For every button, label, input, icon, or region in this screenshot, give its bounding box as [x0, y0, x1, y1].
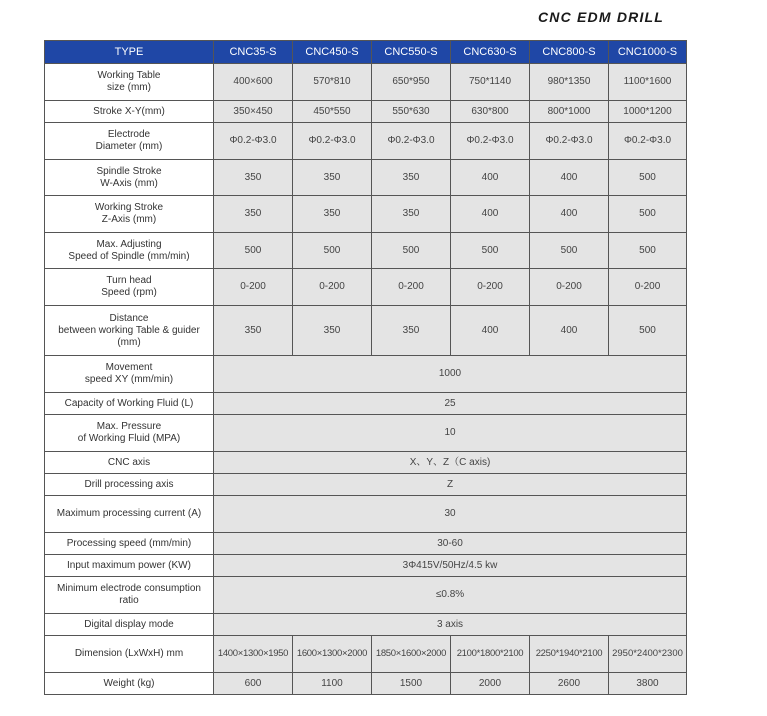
table-row [45, 123, 687, 160]
table-cell: 1850×1600×2000 [372, 636, 451, 673]
table-row [45, 160, 687, 196]
row-label: Max. Adjusting Speed of Spindle (mm/min) [45, 233, 214, 269]
table-cell: 400 [530, 306, 609, 356]
table-row [45, 673, 687, 695]
table-cell: 500 [214, 233, 293, 269]
table-row [45, 577, 687, 614]
table-cell: Φ0.2-Φ3.0 [372, 123, 451, 160]
table-row [45, 393, 687, 415]
table-cell: 350 [372, 196, 451, 233]
row-label: Processing speed (mm/min) [45, 533, 214, 555]
table-cell: 30-60 [214, 533, 687, 555]
table-row [45, 269, 687, 306]
table-cell: 650*950 [372, 64, 451, 101]
table-cell: 450*550 [293, 101, 372, 123]
table-cell: 1600×1300×2000 [293, 636, 372, 673]
table-cell: Φ0.2-Φ3.0 [293, 123, 372, 160]
table-cell: 400 [530, 160, 609, 196]
table-cell: 1400×1300×1950 [214, 636, 293, 673]
table-cell: 0-200 [214, 269, 293, 306]
row-label: Movement speed XY (mm/min) [45, 356, 214, 393]
row-label: Capacity of Working Fluid (L) [45, 393, 214, 415]
table-row [45, 356, 687, 393]
table-cell: 500 [530, 233, 609, 269]
row-label: Digital display mode [45, 614, 214, 636]
row-label: Stroke X-Y(mm) [45, 101, 214, 123]
table-cell: 500 [609, 196, 687, 233]
table-row [45, 306, 687, 356]
row-label: CNC axis [45, 452, 214, 474]
table-cell: Φ0.2-Φ3.0 [214, 123, 293, 160]
model-header: CNC35-S [214, 41, 293, 64]
table-cell: 400 [451, 196, 530, 233]
table-cell: 400×600 [214, 64, 293, 101]
table-cell: 500 [609, 306, 687, 356]
table-cell: 1100*1600 [609, 64, 687, 101]
table-cell: 0-200 [293, 269, 372, 306]
table-cell: Φ0.2-Φ3.0 [530, 123, 609, 160]
table-row [45, 636, 687, 673]
row-label: Dimension (LxWxH) mm [45, 636, 214, 673]
table-cell: 2100*1800*2100 [451, 636, 530, 673]
table-cell: 2000 [451, 673, 530, 695]
table-cell: 570*810 [293, 64, 372, 101]
table-cell: 350 [214, 196, 293, 233]
row-label: Turn head Speed (rpm) [45, 269, 214, 306]
table-cell: 30 [214, 496, 687, 533]
table-cell: 750*1140 [451, 64, 530, 101]
row-label: Minimum electrode consumption ratio [45, 577, 214, 614]
type-header: TYPE [45, 41, 214, 64]
header-row [45, 41, 687, 64]
table-row [45, 101, 687, 123]
table-cell: 550*630 [372, 101, 451, 123]
table-row [45, 233, 687, 269]
table-cell: 350 [293, 196, 372, 233]
table-cell: 2600 [530, 673, 609, 695]
table-row [45, 614, 687, 636]
table-cell: 1100 [293, 673, 372, 695]
row-label: Spindle Stroke W-Axis (mm) [45, 160, 214, 196]
table-row [45, 555, 687, 577]
table-cell: 350 [293, 160, 372, 196]
table-cell: 0-200 [530, 269, 609, 306]
table-cell: Z [214, 474, 687, 496]
table-cell: 0-200 [451, 269, 530, 306]
table-row [45, 452, 687, 474]
model-header: CNC800-S [530, 41, 609, 64]
table-row [45, 415, 687, 452]
table-cell: 350×450 [214, 101, 293, 123]
table-cell: 3800 [609, 673, 687, 695]
spec-table [44, 40, 687, 695]
row-label: Working Table size (mm) [45, 64, 214, 101]
table-cell: 500 [451, 233, 530, 269]
table-cell: 1500 [372, 673, 451, 695]
row-label: Working Stroke Z-Axis (mm) [45, 196, 214, 233]
table-cell: 980*1350 [530, 64, 609, 101]
table-cell: 350 [214, 306, 293, 356]
table-cell: 400 [530, 196, 609, 233]
row-label: Maximum processing current (A) [45, 496, 214, 533]
table-cell: 600 [214, 673, 293, 695]
table-row [45, 474, 687, 496]
table-cell: 500 [609, 160, 687, 196]
page-title: CNC EDM DRILL [538, 9, 665, 25]
table-cell: Φ0.2-Φ3.0 [451, 123, 530, 160]
table-cell: 400 [451, 160, 530, 196]
model-header: CNC450-S [293, 41, 372, 64]
table-cell: 500 [293, 233, 372, 269]
table-cell: 1000 [214, 356, 687, 393]
table-cell: 2950*2400*2300 [609, 636, 687, 673]
table-cell: 10 [214, 415, 687, 452]
table-row [45, 196, 687, 233]
table-row [45, 533, 687, 555]
table-cell: 2250*1940*2100 [530, 636, 609, 673]
table-cell: 400 [451, 306, 530, 356]
table-row [45, 64, 687, 101]
table-cell: 350 [214, 160, 293, 196]
table-cell: 3 axis [214, 614, 687, 636]
table-cell: 630*800 [451, 101, 530, 123]
table-row [45, 496, 687, 533]
table-cell: 0-200 [372, 269, 451, 306]
row-label: Max. Pressure of Working Fluid (MPA) [45, 415, 214, 452]
table-cell: 25 [214, 393, 687, 415]
row-label: Weight (kg) [45, 673, 214, 695]
table-cell: ≤0.8% [214, 577, 687, 614]
row-label: Drill processing axis [45, 474, 214, 496]
table-cell: X、Y、Z（C axis) [214, 452, 687, 474]
table-cell: 3Φ415V/50Hz/4.5 kw [214, 555, 687, 577]
model-header: CNC630-S [451, 41, 530, 64]
table-cell: 500 [372, 233, 451, 269]
model-header: CNC1000-S [609, 41, 687, 64]
table-cell: 500 [609, 233, 687, 269]
table-cell: 350 [372, 160, 451, 196]
table-cell: 350 [293, 306, 372, 356]
row-label: Input maximum power (KW) [45, 555, 214, 577]
table-cell: 0-200 [609, 269, 687, 306]
row-label: Electrode Diameter (mm) [45, 123, 214, 160]
table-cell: 350 [372, 306, 451, 356]
table-cell: Φ0.2-Φ3.0 [609, 123, 687, 160]
model-header: CNC550-S [372, 41, 451, 64]
row-label: Distance between working Table & guider (mm) [45, 306, 214, 356]
table-cell: 1000*1200 [609, 101, 687, 123]
table-cell: 800*1000 [530, 101, 609, 123]
